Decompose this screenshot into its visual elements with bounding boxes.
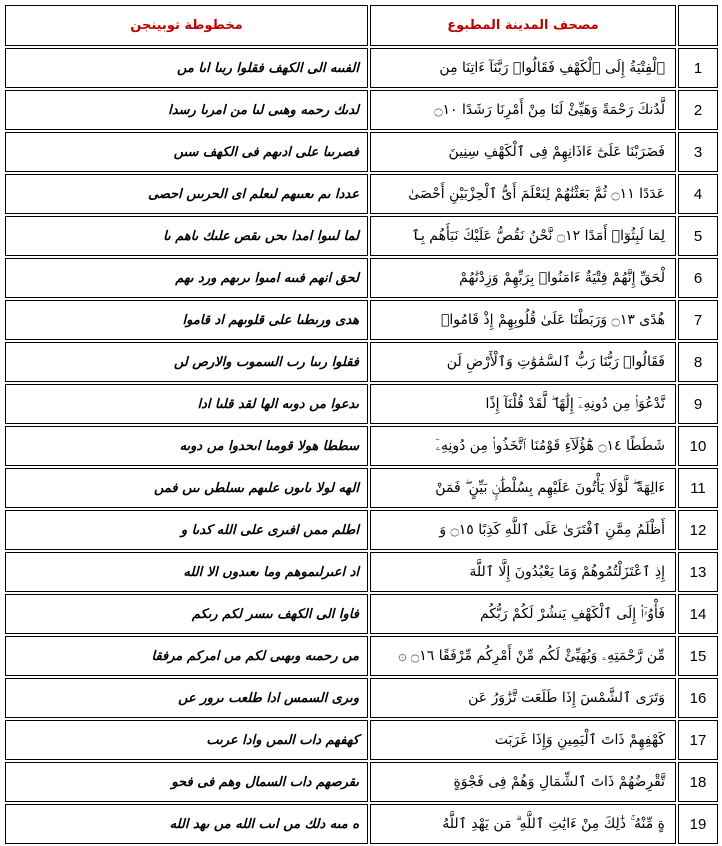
printed-cell: ٱلْفِتْيَةُ إِلَى ٱلْكَهْفِ فَقَالُوا۟ رَبَّنَآ ءَاتِنَا مِن bbox=[370, 48, 676, 88]
table-row bbox=[5, 762, 718, 802]
line-number: 8 bbox=[678, 342, 718, 382]
manuscript-cell: فصرىىا على ادىهم فى الكهف سىں bbox=[5, 132, 368, 172]
table-row bbox=[5, 594, 718, 634]
manuscript-cell: مں رحمىه وىهىى لكم مں امركم مرفقا bbox=[5, 636, 368, 676]
manuscript-cell: الهه لولا ىاىوں علىهم ٮسلطں ٮىں فمں bbox=[5, 468, 368, 508]
line-number: 9 bbox=[678, 384, 718, 424]
manuscript-cell: ىقرصهم داٮ السمال وهم فى فحو bbox=[5, 762, 368, 802]
line-number: 1 bbox=[678, 48, 718, 88]
line-number: 6 bbox=[678, 258, 718, 298]
line-number: 7 bbox=[678, 300, 718, 340]
table-row bbox=[5, 804, 718, 844]
table-row bbox=[5, 90, 718, 130]
line-number: 18 bbox=[678, 762, 718, 802]
printed-cell: ءَالِهَةً ۖ لَّوْلَا يَأْتُونَ عَلَيْهِم بِسُلْطَٰنٍۭ بَيِّنٍ ۖ فَمَنْ bbox=[370, 468, 676, 508]
manuscript-cell: لدىك رحمه وهىى لىا من امرىا رسدا bbox=[5, 90, 368, 130]
printed-cell: فَأْوُۥٓا۟ إِلَى ٱلْكَهْفِ يَنشُرْ لَكُمْ رَبُّكُم bbox=[370, 594, 676, 634]
line-number: 11 bbox=[678, 468, 718, 508]
line-number: 10 bbox=[678, 426, 718, 466]
manuscript-cell: كهفهم داٮ الىمں وادا عرٮٮ bbox=[5, 720, 368, 760]
manuscript-cell: وىرى السمس ادا طلعٮ ىرور عں bbox=[5, 678, 368, 718]
table-row bbox=[5, 300, 718, 340]
line-number: 17 bbox=[678, 720, 718, 760]
printed-cell: فَقَالُوا۟ رَبُّنَا رَبُّ ٱلسَّمَٰوَٰتِ وَٱلْأَرْضِ لَن bbox=[370, 342, 676, 382]
table-row bbox=[5, 678, 718, 718]
printed-header: مصحف المدينة المطبوع bbox=[370, 5, 676, 46]
manuscript-cell: فقلوا رٮىا رٮ السموٮ والارص لں bbox=[5, 342, 368, 382]
printed-cell: مِّن رَّحْمَتِهِۦ وَيُهَيِّئْ لَكُم مِّنْ أَمْرِكُم مِّرْفَقًا ۝١٦ ۞ bbox=[370, 636, 676, 676]
line-number: 14 bbox=[678, 594, 718, 634]
manuscript-cell: ه مىه دلك مں اىٮ الله مں ىهد الله bbox=[5, 804, 368, 844]
printed-cell: لَّدُنكَ رَحْمَةً وَهَيِّئْ لَنَا مِنْ أَمْرِنَا رَشَدًا ۝١٠ bbox=[370, 90, 676, 130]
printed-cell: كَهْفِهِمْ ذَاتَ ٱلْيَمِينِ وَإِذَا غَرَبَت bbox=[370, 720, 676, 760]
comparison-table bbox=[3, 3, 720, 846]
line-number: 5 bbox=[678, 216, 718, 256]
table-row bbox=[5, 258, 718, 298]
table-row bbox=[5, 552, 718, 592]
manuscript-header: مخطوطة توبينجن bbox=[5, 5, 368, 46]
printed-cell: ةٍ مِّنْهُ ۚ ذَٰلِكَ مِنْ ءَايَٰتِ ٱللَّهِ ۗ مَن يَهْدِ ٱللَّهُ bbox=[370, 804, 676, 844]
printed-cell: فَضَرَبْنَا عَلَىٰٓ ءَاذَانِهِمْ فِى ٱلْكَهْفِ سِنِينَ bbox=[370, 132, 676, 172]
table-row bbox=[5, 216, 718, 256]
manuscript-cell: هدى ورٮطىا على قلوٮهم اد قاموا bbox=[5, 300, 368, 340]
header-row bbox=[5, 5, 718, 46]
manuscript-cell: ىدعوا مں دوىه الها لقد قلىا ادا bbox=[5, 384, 368, 424]
manuscript-cell: عددا ٮم ٮعٮٮهم لىعلم اى الحرٮىں احصى bbox=[5, 174, 368, 214]
manuscript-cell: الفىىه الى الكهف فقلوا ربىا اىا مں bbox=[5, 48, 368, 88]
line-number: 2 bbox=[678, 90, 718, 130]
table-row bbox=[5, 636, 718, 676]
line-number: 15 bbox=[678, 636, 718, 676]
printed-cell: أَظْلَمُ مِمَّنِ ٱفْتَرَىٰ عَلَى ٱللَّهِ كَذِبًا ۝١٥ وَ bbox=[370, 510, 676, 550]
printed-cell: شَطَطًا ۝١٤ هَٰٓؤُلَآءِ قَوْمُنَا ٱتَّخَذُوا۟ مِن دُونِهِۦٓ bbox=[370, 426, 676, 466]
line-number: 13 bbox=[678, 552, 718, 592]
manuscript-cell: اد اعىرلىموهم وما ىعٮدوں الا الله bbox=[5, 552, 368, 592]
manuscript-cell: لما لىٮوا امدا ىحں ىقص علىك ٮاهم ٮا bbox=[5, 216, 368, 256]
table-row bbox=[5, 342, 718, 382]
table-row bbox=[5, 426, 718, 466]
printed-cell: وَتَرَى ٱلشَّمْسَ إِذَا طَلَعَت تَّزَٰوَرُ عَن bbox=[370, 678, 676, 718]
table-row bbox=[5, 720, 718, 760]
manuscript-cell: لحق انهم فىىه امىوا ٮرٮهم ورد ٮهم bbox=[5, 258, 368, 298]
line-number: 16 bbox=[678, 678, 718, 718]
manuscript-cell: اطلم ممں افىرى على الله كدٮا و bbox=[5, 510, 368, 550]
line-number: 4 bbox=[678, 174, 718, 214]
number-header bbox=[678, 5, 718, 46]
printed-cell: هُدًى ۝١٣ وَرَبَطْنَا عَلَىٰ قُلُوبِهِمْ إِذْ قَامُوا۟ bbox=[370, 300, 676, 340]
table-row bbox=[5, 132, 718, 172]
table-row bbox=[5, 174, 718, 214]
printed-cell: نَّدْعُوَا۟ مِن دُونِهِۦٓ إِلَٰهًا ۖ لَّقَدْ قُلْنَآ إِذًا bbox=[370, 384, 676, 424]
printed-cell: إِذِ ٱعْتَزَلْتُمُوهُمْ وَمَا يَعْبُدُونَ إِلَّا ٱللَّهَ bbox=[370, 552, 676, 592]
printed-cell: لِمَا لَبِثُوٓا۟ أَمَدًا ۝١٢ نَّحْنُ نَقُصُّ عَلَيْكَ نَبَأَهُم بِٱ bbox=[370, 216, 676, 256]
line-number: 3 bbox=[678, 132, 718, 172]
line-number: 12 bbox=[678, 510, 718, 550]
printed-cell: تَّقْرِضُهُمْ ذَاتَ ٱلشِّمَالِ وَهُمْ فِى فَجْوَةٍ bbox=[370, 762, 676, 802]
table-row bbox=[5, 48, 718, 88]
manuscript-cell: فاوا الى الكهف ىىسر لكم رٮكم bbox=[5, 594, 368, 634]
manuscript-cell: سططا هولا قومىا اىحدوا مں دوىه bbox=[5, 426, 368, 466]
printed-cell: لْحَقِّ إِنَّهُمْ فِتْيَةٌ ءَامَنُوا۟ بِرَبِّهِمْ وَزِدْنَٰهُمْ bbox=[370, 258, 676, 298]
table-row bbox=[5, 384, 718, 424]
printed-cell: عَدَدًا ۝١١ ثُمَّ بَعَثْنَٰهُمْ لِنَعْلَمَ أَىُّ ٱلْحِزْبَيْنِ أَحْصَىٰ bbox=[370, 174, 676, 214]
table-row bbox=[5, 468, 718, 508]
table-row bbox=[5, 510, 718, 550]
line-number: 19 bbox=[678, 804, 718, 844]
